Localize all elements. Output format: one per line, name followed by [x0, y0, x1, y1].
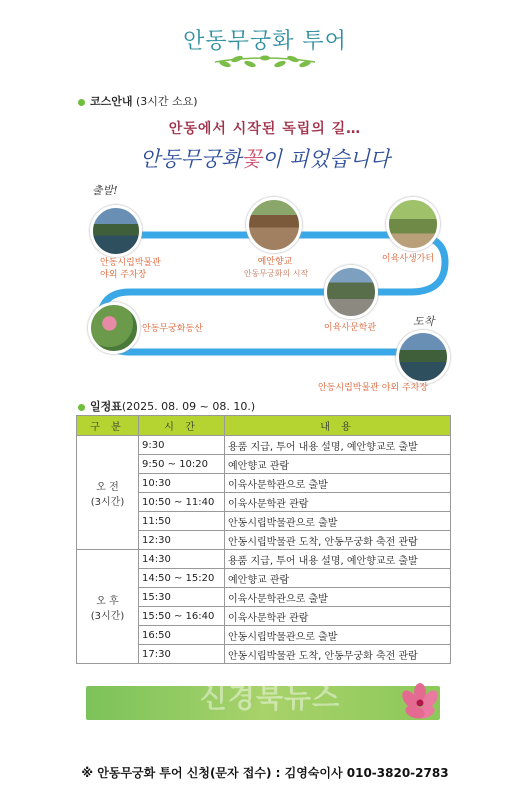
row-time: 17:30 — [139, 645, 225, 664]
schedule-date-range: (2025. 08. 09 ~ 08. 10.) — [121, 400, 256, 413]
table-row — [77, 550, 451, 569]
row-content: 이육사문학관 관람 — [225, 493, 451, 512]
tagline-primary: 안동에서 시작된 독립의 길… — [168, 121, 362, 137]
page-title: 안동무궁화 투어 — [183, 29, 347, 54]
row-content: 용품 지급, 투어 내용 설명, 예안향교로 출발 — [225, 436, 451, 455]
row-time: 16:50 — [139, 626, 225, 645]
period-morning — [77, 436, 139, 550]
stop-museum-end-label: 안동시립박물관 야외 주차장 — [318, 383, 429, 393]
row-time: 14:50 ~ 15:20 — [139, 569, 225, 588]
row-time: 12:30 — [139, 531, 225, 550]
museum-photo-start — [90, 205, 142, 257]
row-time: 10:30 — [139, 474, 225, 493]
hibiscus-flower-icon — [395, 682, 445, 724]
row-content: 안동시립박물관 도착, 안동무궁화 축전 관람 — [225, 645, 451, 664]
garden-photo — [88, 302, 140, 354]
birthplace-photo — [386, 197, 440, 251]
course-duration-note: (3시간 소요) — [136, 95, 198, 108]
row-time: 9:50 ~ 10:20 — [139, 455, 225, 474]
row-time: 15:50 ~ 16:40 — [139, 607, 225, 626]
watermark: 신경북뉴스 — [199, 681, 341, 714]
row-time: 15:30 — [139, 588, 225, 607]
footer-contact: ※ 안동무궁화 투어 신청(문자 접수) : 김영숙이사 010-3820-2783 — [81, 766, 449, 780]
period-afternoon — [77, 550, 139, 664]
row-content: 이육사문학관으로 출발 — [225, 474, 451, 493]
table-row — [77, 436, 451, 455]
row-time: 10:50 ~ 11:40 — [139, 493, 225, 512]
header-category: 구 분 — [77, 416, 139, 436]
stop-garden-label: 안동무궁화동산 — [142, 324, 203, 334]
row-content: 이육사문학관 관람 — [225, 607, 451, 626]
row-content: 예안향교 관람 — [225, 569, 451, 588]
schedule-heading-label: 일정표 — [90, 400, 122, 413]
bullet-icon — [78, 404, 85, 411]
period-note: (3시간) — [90, 496, 125, 508]
row-content: 이육사문학관으로 출발 — [225, 588, 451, 607]
tagline-part-c: 이 피었습니다 — [261, 147, 391, 171]
stop-museum-start-line1: 안동시립박물관 — [100, 258, 161, 268]
stop-museum-start-line2: 야외 주차장 — [100, 270, 147, 280]
period-label: 오 전 — [96, 481, 119, 493]
row-content: 안동시립박물관으로 출발 — [225, 626, 451, 645]
row-time: 11:50 — [139, 512, 225, 531]
schedule-table — [76, 415, 451, 664]
hyanggyo-photo — [246, 197, 302, 253]
period-label: 오 후 — [96, 595, 119, 607]
period-note: (3시간) — [90, 610, 125, 622]
header-content: 내 용 — [225, 416, 451, 436]
stop-museum-start-label — [100, 257, 161, 281]
stop-birthplace-label: 이육사생가터 — [381, 254, 435, 264]
tagline-part-a: 안동무궁화 — [139, 147, 242, 171]
stop-hyanggyo-sub: 안동무궁화의 시작 — [243, 269, 309, 278]
table-header-row — [77, 416, 451, 436]
row-content: 안동시립박물관으로 출발 — [225, 512, 451, 531]
stop-hyanggyo-label: 예안향교 — [257, 257, 293, 267]
schedule-heading — [78, 398, 255, 414]
literature-hall-photo — [324, 265, 378, 319]
row-content: 안동시립박물관 도착, 안동무궁화 축전 관람 — [225, 531, 451, 550]
tagline-part-flower: 꽃 — [241, 147, 262, 171]
end-mark: 도착 — [413, 315, 435, 328]
header-time: 시 간 — [139, 416, 225, 436]
start-mark: 출발! — [92, 184, 118, 197]
row-time: 9:30 — [139, 436, 225, 455]
row-content: 예안향교 관람 — [225, 455, 451, 474]
course-heading-label: 코스안내 — [90, 95, 133, 108]
row-time: 14:30 — [139, 550, 225, 569]
museum-photo-end — [396, 330, 450, 384]
row-content: 용품 지급, 투어 내용 설명, 예안향교로 출발 — [225, 550, 451, 569]
stop-literature-hall-label: 이육사문학관 — [323, 323, 377, 333]
